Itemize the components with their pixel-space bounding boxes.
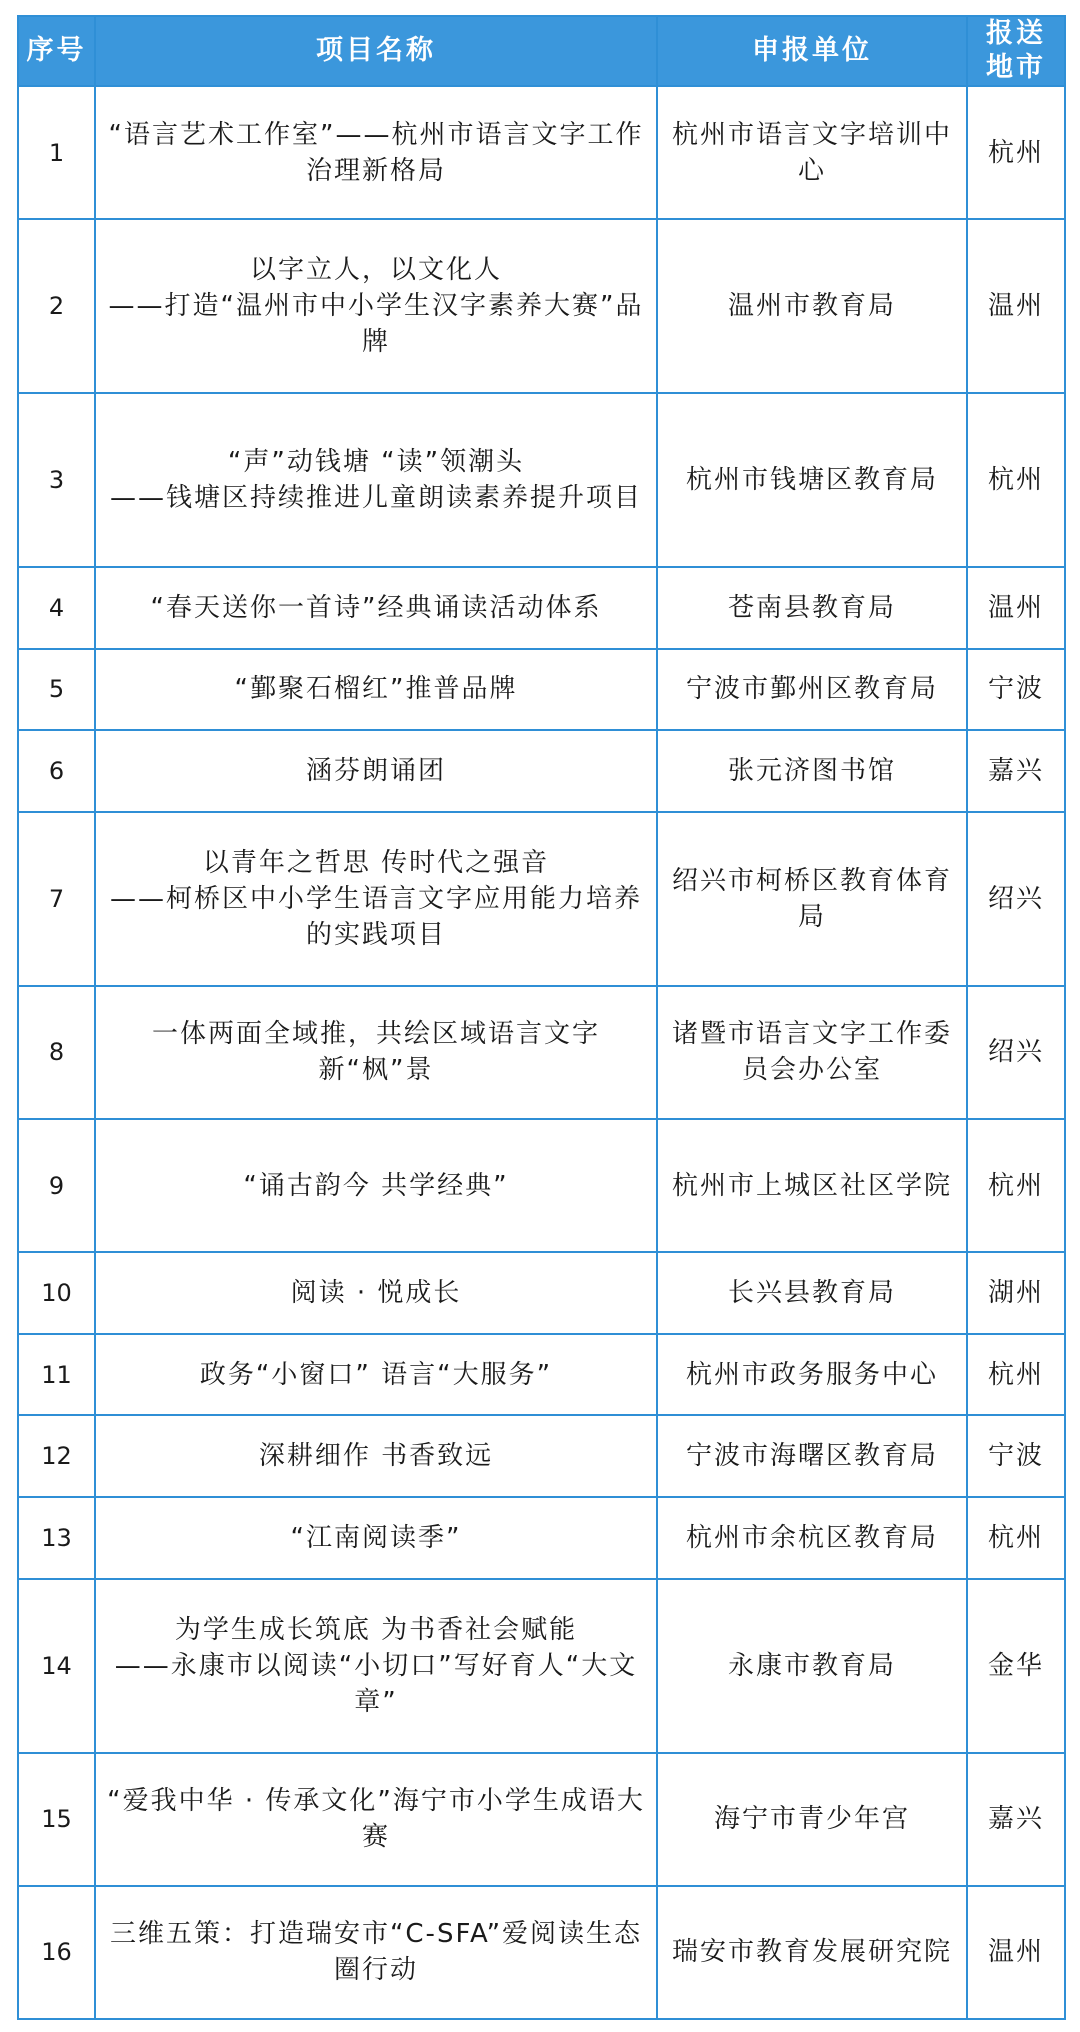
city-cell: 杭州 [967,1334,1065,1416]
city-cell: 绍兴 [967,812,1065,986]
project-name-cell [95,649,657,731]
project-name-line: ——永康市以阅读“小切口”写好育人“大文章” [114,1650,638,1717]
applicant-unit-cell: 绍兴市柯桥区教育体育局 [657,812,967,986]
project-name-cell [95,1497,657,1579]
table-row [18,1415,1065,1497]
table-row [18,812,1065,986]
row-number: 7 [18,812,95,986]
project-table [17,15,1066,2020]
row-number: 5 [18,649,95,731]
project-name-cell [95,1753,657,1886]
project-name-cell [95,86,657,219]
applicant-unit-cell: 海宁市青少年宫 [657,1753,967,1886]
project-name-cell [95,812,657,986]
project-name-line: 为学生成长筑底 为书香社会赋能 [174,1614,578,1645]
project-name-line: “声”动钱塘 “读”领潮头 [227,446,525,477]
applicant-unit-cell: 苍南县教育局 [657,567,967,649]
applicant-unit-cell: 杭州市钱塘区教育局 [657,393,967,567]
city-cell: 绍兴 [967,986,1065,1119]
header-city-line1: 报送 [986,18,1046,49]
project-name-cell [95,986,657,1119]
project-name-line: 涵芬朗诵团 [305,756,446,787]
row-number: 6 [18,730,95,812]
city-cell: 宁波 [967,649,1065,731]
row-number: 1 [18,86,95,219]
row-number: 10 [18,1252,95,1334]
applicant-unit-cell: 永康市教育局 [657,1579,967,1753]
project-name-line: “语言艺术工作室”——杭州市语言文字工作治理新格局 [108,119,644,186]
applicant-unit-cell: 杭州市余杭区教育局 [657,1497,967,1579]
row-number: 15 [18,1753,95,1886]
table-row [18,1334,1065,1416]
table-row [18,1252,1065,1334]
applicant-unit-cell: 长兴县教育局 [657,1252,967,1334]
city-cell: 杭州 [967,393,1065,567]
project-name-line: “鄞聚石榴红”推普品牌 [234,674,518,705]
city-cell: 湖州 [967,1252,1065,1334]
project-name-cell [95,1579,657,1753]
project-name-cell [95,1886,657,2019]
table-row [18,1886,1065,2019]
project-name-cell [95,219,657,393]
project-name-line: “春天送你一首诗”经典诵读活动体系 [150,592,602,623]
table-row [18,393,1065,567]
project-name-line: 深耕细作 书香致远 [258,1441,494,1472]
applicant-unit-cell: 宁波市海曙区教育局 [657,1415,967,1497]
city-cell: 金华 [967,1579,1065,1753]
project-name-cell [95,393,657,567]
table-header-row [18,16,1065,86]
applicant-unit-cell: 温州市教育局 [657,219,967,393]
applicant-unit-cell: 诸暨市语言文字工作委员会办公室 [657,986,967,1119]
applicant-unit-cell: 杭州市政务服务中心 [657,1334,967,1416]
row-number: 4 [18,567,95,649]
city-cell: 杭州 [967,1497,1065,1579]
project-name-line: 一体两面全域推，共绘区域语言文字新“枫”景 [151,1019,600,1086]
applicant-unit-cell: 杭州市上城区社区学院 [657,1119,967,1252]
table-row [18,86,1065,219]
row-number: 3 [18,393,95,567]
header-applicant-unit: 申报单位 [657,16,967,86]
project-name-line: 阅读 · 悦成长 [290,1277,462,1308]
row-number: 12 [18,1415,95,1497]
header-city [967,16,1065,86]
applicant-unit-cell: 瑞安市教育发展研究院 [657,1886,967,2019]
project-name-line: 政务“小窗口” 语言“大服务” [199,1359,553,1390]
row-number: 16 [18,1886,95,2019]
applicant-unit-cell: 张元济图书馆 [657,730,967,812]
header-no: 序号 [18,16,95,86]
project-name-cell [95,730,657,812]
project-name-line: “爱我中华 · 传承文化”海宁市小学生成语大赛 [107,1786,645,1853]
table-row [18,1579,1065,1753]
table-row [18,1497,1065,1579]
city-cell: 嘉兴 [967,730,1065,812]
project-name-line: ——钱塘区持续推进儿童朗读素养提升项目 [109,482,642,513]
applicant-unit-cell: 杭州市语言文字培训中心 [657,86,967,219]
row-number: 2 [18,219,95,393]
project-name-line: ——打造“温州市中小学生汉字素养大赛”品牌 [108,291,644,358]
city-cell: 杭州 [967,1119,1065,1252]
project-name-line: 以字立人，以文化人 [249,255,502,286]
project-name-cell [95,1334,657,1416]
project-name-line: ——柯桥区中小学生语言文字应用能力培养的实践项目 [109,883,642,950]
project-name-cell [95,1252,657,1334]
project-name-cell [95,1119,657,1252]
applicant-unit-cell: 宁波市鄞州区教育局 [657,649,967,731]
project-name-line: 三维五策：打造瑞安市“C-SFA”爱阅读生态圈行动 [109,1919,643,1986]
city-cell: 温州 [967,219,1065,393]
row-number: 13 [18,1497,95,1579]
project-name-line: 以青年之哲思 传时代之强音 [202,847,550,878]
table-row [18,986,1065,1119]
row-number: 14 [18,1579,95,1753]
table-row [18,1753,1065,1886]
table-row [18,649,1065,731]
city-cell: 杭州 [967,86,1065,219]
project-name-cell [95,567,657,649]
city-cell: 温州 [967,567,1065,649]
table-row [18,730,1065,812]
project-name-line: “江南阅读季” [290,1522,462,1553]
header-project-name: 项目名称 [95,16,657,86]
table-row [18,219,1065,393]
city-cell: 宁波 [967,1415,1065,1497]
city-cell: 嘉兴 [967,1753,1065,1886]
table-row [18,567,1065,649]
table-row [18,1119,1065,1252]
row-number: 8 [18,986,95,1119]
row-number: 9 [18,1119,95,1252]
project-name-line: “诵古韵今 共学经典” [243,1170,509,1201]
project-name-cell [95,1415,657,1497]
row-number: 11 [18,1334,95,1416]
header-city-line2: 地市 [986,52,1046,83]
table-body [18,86,1065,2019]
city-cell: 温州 [967,1886,1065,2019]
